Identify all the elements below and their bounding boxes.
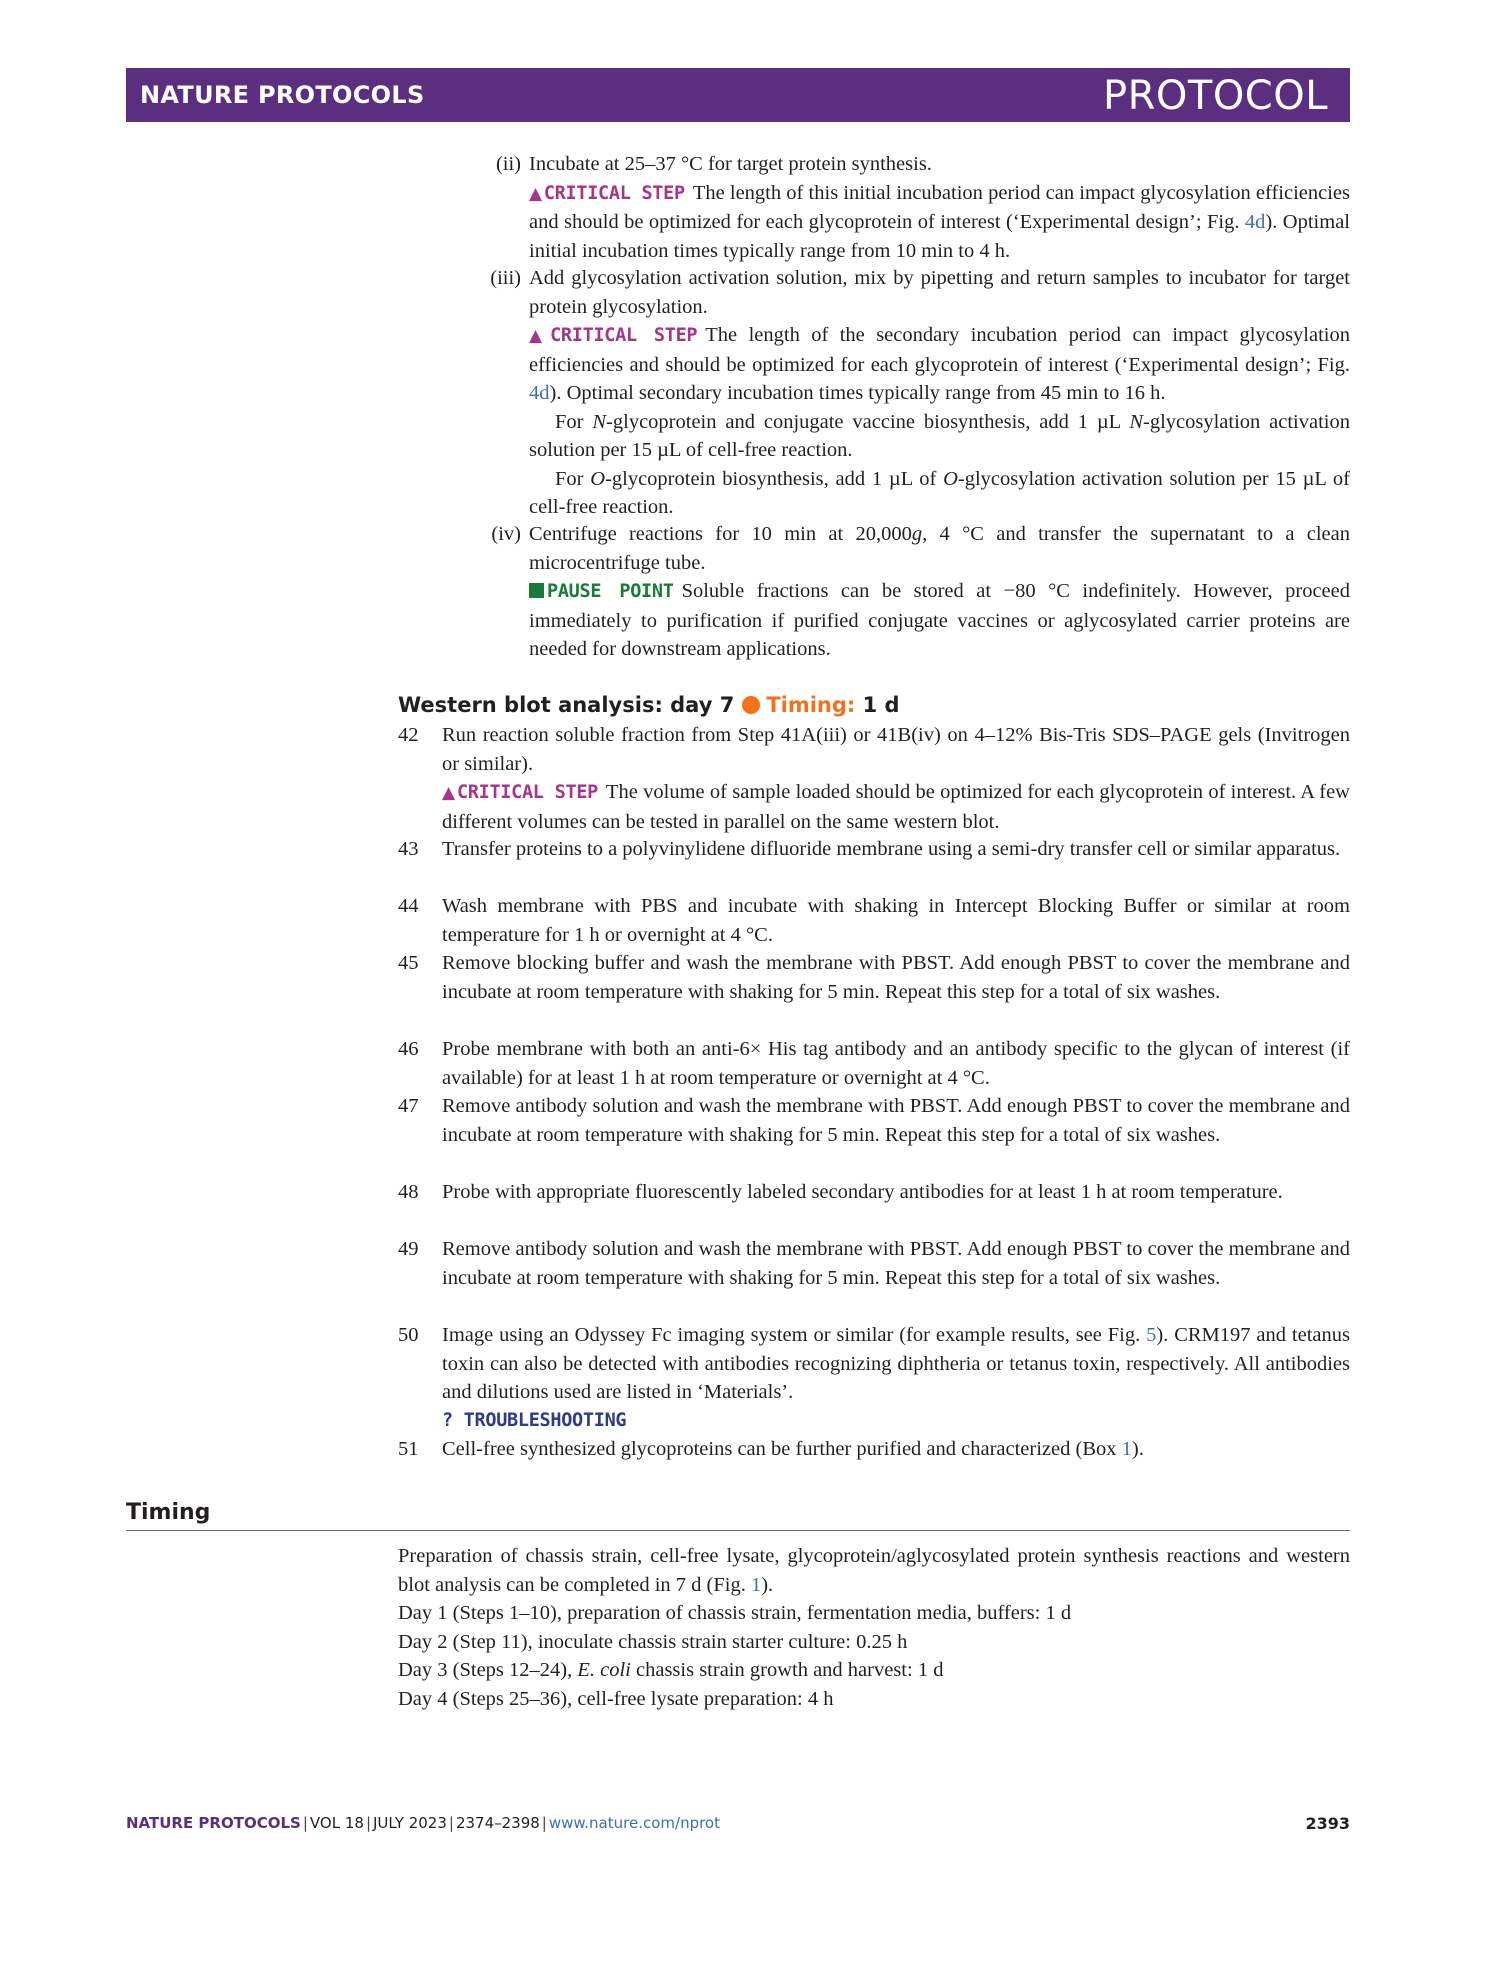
timing-day-2: Day 2 (Step 11), inoculate chassis strain starter culture: 0.25 h: [398, 1630, 908, 1653]
step-47: [398, 1092, 1350, 1149]
step-51: [398, 1435, 1350, 1464]
timing-dot-icon: [742, 696, 760, 714]
step-text: Remove blocking buffer and wash the membrane with PBST. Add enough PBST to cover the membrane and incubate at room temperature with shaking for 5 min. Repeat this step for a total of six washes.: [442, 952, 1350, 1003]
step-number: 49: [398, 1238, 419, 1260]
substep-iv: [491, 520, 1350, 664]
timing-day-4: Day 4 (Steps 25–36), cell-free lysate preparation: 4 h: [398, 1687, 834, 1710]
step-text: Remove antibody solution and wash the membrane with PBST. Add enough PBST to cover the membrane and incubate at room temperature with shaking for 5 min. Repeat this step for a total of six washes.: [442, 1095, 1350, 1146]
substep-label: (iii): [490, 267, 521, 289]
substep-text: Centrifuge reactions for 10 min at 20,000g, 4 °C and transfer the supernatant to a clean microcentrifuge tube.: [529, 523, 1350, 574]
article-type: PROTOCOL: [1102, 73, 1328, 119]
step-number: 50: [398, 1324, 419, 1346]
step-number: 51: [398, 1438, 419, 1460]
journal-banner: [126, 68, 1350, 122]
substep-ii: [495, 150, 1350, 265]
step-text: Probe with appropriate fluorescently labeled secondary antibodies for at least 1 h at room temperature.: [442, 1181, 1283, 1203]
warning-triangle-icon: ▲: [529, 183, 542, 204]
timing-day-3: Day 3 (Steps 12–24), E. coli chassis strain growth and harvest: 1 d: [398, 1659, 944, 1681]
step-49: [398, 1235, 1350, 1292]
o-glycoprotein-note: For O-glycoprotein biosynthesis, add 1 µL of O-glycosylation activation solution per 15 µL of cell-free reaction.: [529, 467, 1350, 518]
journal-name: NATURE PROTOCOLS: [140, 81, 425, 109]
footer-volume: VOL 18: [309, 1814, 364, 1832]
step-number: 42: [398, 724, 419, 746]
footer-url[interactable]: www.nature.com/nprot: [548, 1814, 720, 1832]
critical-step-label: ▲ CRITICAL STEP: [529, 325, 698, 346]
step-number: 48: [398, 1181, 419, 1203]
timing-heading: Timing: [126, 1500, 211, 1525]
step-44: [398, 892, 1350, 949]
timing-day-1: Day 1 (Steps 1–10), preparation of chassis strain, fermentation media, buffers: 1 d: [398, 1602, 1072, 1624]
step-text: Transfer proteins to a polyvinylidene difluoride membrane using a semi-dry transfer cell or similar apparatus.: [442, 838, 1341, 860]
page-number: 2393: [1305, 1814, 1350, 1833]
critical-step-note: ▲ CRITICAL STEP The length of this initial incubation period can impact glycosylation efficiencies and should be optimized for each glycoprotein of interest (‘Experimental design’; Fig. 4d). Optimal initial incubation times typically range from 10 min to 4 h.: [529, 181, 1350, 262]
critical-step-note: ▲ CRITICAL STEP The length of the secondary incubation period can impact glycosylation efficiencies and should be optimized for each glycoprotein of interest (‘Experimental design’; Fig. 4d). Optimal secondary incubation times typically range from 45 min to 16 h.: [529, 324, 1350, 404]
section-divider: [126, 1530, 1350, 1531]
step-number: 44: [398, 895, 419, 917]
step-text: Run reaction soluble fraction from Step 41A(iii) or 41B(iv) on 4–12% Bis-Tris SDS–PAGE gels (Invitrogen or similar).: [442, 724, 1350, 775]
step-43: [398, 835, 1350, 864]
figure-link[interactable]: 5: [1146, 1324, 1157, 1346]
section-heading-western-blot: Western blot analysis: day 7 Timing: 1 d: [398, 693, 900, 717]
troubleshooting-label: ? TROUBLESHOOTING: [442, 1409, 627, 1431]
step-48: [398, 1178, 1350, 1207]
footer-journal: NATURE PROTOCOLS: [126, 1814, 301, 1832]
figure-link[interactable]: 1: [750, 1573, 762, 1596]
pause-point-label: PAUSE POINT: [529, 581, 674, 602]
step-42: [398, 721, 1350, 836]
step-number: 43: [398, 838, 419, 860]
step-45: [398, 949, 1350, 1006]
step-text: Probe membrane with both an anti-6× His tag antibody and an antibody specific to the glycan of interest (if available) for at least 1 h at room temperature or overnight at 4 °C.: [442, 1038, 1350, 1089]
critical-step-label: ▲ CRITICAL STEP: [529, 182, 685, 204]
figure-link[interactable]: 4d: [1244, 211, 1266, 233]
step-text: Remove antibody solution and wash the membrane with PBST. Add enough PBST to cover the membrane and incubate at room temperature with shaking for 5 min. Repeat this step for a total of six washes.: [442, 1238, 1350, 1289]
figure-link[interactable]: 4d: [529, 382, 550, 404]
timing-intro: Preparation of chassis strain, cell-free lysate, glycoprotein/aglycosylated protein synthesis reactions and western blot analysis can be completed in 7 d (Fig. 1).: [398, 1545, 1350, 1596]
step-number: 46: [398, 1038, 419, 1060]
box-link[interactable]: 1: [1121, 1438, 1132, 1460]
page-footer: NATURE PROTOCOLS | VOL 18 | JULY 2023 | 2374–2398 | www.nature.com/nprot 2393: [126, 1814, 1350, 1833]
footer-issue: JULY 2023: [373, 1814, 447, 1832]
substep-label: (ii): [495, 153, 521, 175]
step-46: [398, 1035, 1350, 1092]
footer-pages: 2374–2398: [455, 1814, 540, 1832]
pause-square-icon: [529, 583, 544, 598]
step-text: Wash membrane with PBS and incubate with shaking in Intercept Blocking Buffer or similar at room temperature for 1 h or overnight at 4 °C.: [442, 895, 1350, 946]
step-50: [398, 1321, 1350, 1435]
pause-point-note: PAUSE POINT Soluble fractions can be stored at −80 °C indefinitely. However, proceed immediately to purification if purified conjugate vaccines or aglycosylated carrier proteins are needed for downstream applications.: [529, 580, 1350, 660]
substep-iii: [490, 264, 1350, 522]
step-number: 45: [398, 952, 419, 974]
n-glycoprotein-note: For N-glycoprotein and conjugate vaccine biosynthesis, add 1 µL N-glycosylation activation solution per 15 µL of cell-free reaction.: [529, 410, 1350, 461]
step-text: Image using an Odyssey Fc imaging system or similar (for example results, see Fig. 5). CRM197 and tetanus toxin can also be detected with antibodies recognizing diphtheria or tetanus toxin, respectively. All antibodies and dilutions used are listed in ‘Materials’.: [442, 1324, 1350, 1403]
step-text: Cell-free synthesized glycoproteins can be further purified and characterized (Box 1).: [442, 1438, 1144, 1460]
step-number: 47: [398, 1095, 419, 1117]
warning-triangle-icon: ▲: [529, 326, 549, 346]
substep-label: (iv): [491, 523, 521, 545]
substep-text: Incubate at 25–37 °C for target protein synthesis.: [529, 153, 932, 175]
timing-body: [398, 1542, 1350, 1713]
substep-text: Add glycosylation activation solution, mix by pipetting and return samples to incubator for target protein glycosylation.: [529, 267, 1350, 318]
critical-step-note: ▲ CRITICAL STEP The volume of sample loaded should be optimized for each glycoprotein of interest. A few different volumes can be tested in parallel on the same western blot.: [442, 781, 1350, 833]
warning-triangle-icon: ▲: [442, 783, 455, 803]
critical-step-label: ▲ CRITICAL STEP: [442, 782, 598, 803]
